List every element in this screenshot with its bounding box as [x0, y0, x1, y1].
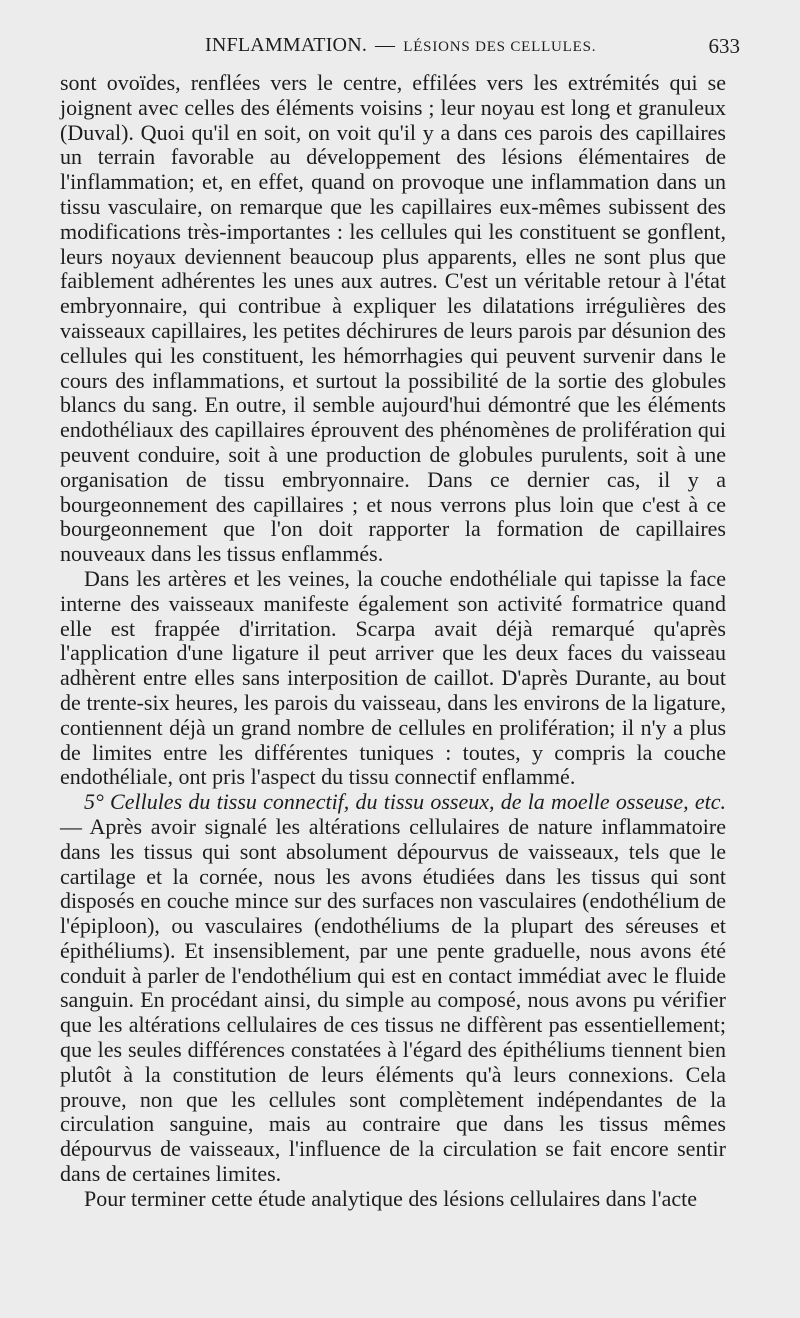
running-head-title: INFLAMMATION. — [205, 34, 368, 56]
paragraph-3 — [60, 790, 726, 1187]
page-number: 633 — [708, 34, 740, 58]
body-text — [60, 71, 726, 1212]
paragraph-4: Pour terminer cette étude analytique des lésions cellulaires dans l'acte — [84, 1185, 698, 1211]
running-head — [205, 34, 596, 57]
running-head-separator: — — [375, 34, 396, 56]
running-head-subtitle: LÉSIONS DES CELLULES. — [403, 39, 597, 55]
section-heading: 5° Cellules du tissu connectif, du tissu osseux, de la moelle osseuse, etc. — [84, 789, 726, 815]
paragraph-1: sont ovoïdes, renflées vers le centre, effilées vers les extrémités qui se joignent avec celles des éléments voisins ; leur noyau est long et granuleux (Duval). Quoi qu'il en soit, on voit qu'il y a dans ces parois des capillaires un terrain favorable au développement des lésions élémentaires de l'inflammation; et, en effet, quand on provoque une inflammation dans un tissu vasculaire, on remarque que les capillaires eux-mêmes subissent des modifications très-importantes : les cellules qui les constituent se gonflent, leurs noyaux deviennent beaucoup plus apparents, elles ne sont plus que faiblement adhérentes les unes aux autres. C'est un véritable retour à l'état embryonnaire, qui contribue à expliquer les dilatations irrégulières des vaisseaux capillaires, les petites déchirures de leurs parois par désunion des cellules qui les constituent, les hémorrhagies qui peuvent survenir dans le cours des inflammations, et surtout la possibilité de la sortie des globules blancs du sang. En outre, il semble aujourd'hui démontré que les éléments endothéliaux des capillaires éprouvent des phénomènes de prolifération qui peuvent conduire, soit à une production de globules purulents, soit à une organisation de tissu embryonnaire. Dans ce dernier cas, il y a bourgeonnement des capillaires ; et nous verrons plus loin que c'est à ce bourgeonnement que l'on doit rapporter la formation de capillaires nouveaux dans les tissus enflammés. — [60, 70, 726, 567]
section-text: — Après avoir signalé les altérations cellulaires de nature inflammatoire dans les tissus qui sont absolument dépourvus de vaisseaux, tels que le cartilage et la cornée, nous les avons étudiées dans les tissus qui sont disposés en couche mince sur des surfaces non vasculaires (endothélium de l'épiploon), ou vasculaires (endothéliums de la plupart des séreuses et épithéliums). Et insensiblement, par une pente graduelle, nous avons été conduit à parler de l'endothélium qui est en contact immédiat avec le fluide sanguin. En procédant ainsi, du simple au composé, nous avons pu vérifier que les altérations cellulaires de ces tissus ne diffèrent pas essentiellement; que les seules différences constatées à l'égard des épithéliums tiennent bien plutôt à la constitution de leurs éléments qu'à leurs connexions. Cela prouve, non que les cellules sont complètement indépendantes de la circulation sanguine, mais au contraire que dans les tissus mêmes dépourvus de vaisseaux, l'influence de la circulation se fait encore sentir dans de certaines limites. — [60, 813, 726, 1187]
paragraph-2: Dans les artères et les veines, la couche endothéliale qui tapisse la face interne des vaisseaux manifeste également son activité formatrice quand elle est frappée d'irritation. Scarpa avait déjà remarqué qu'après l'application d'une ligature il peut arriver que les deux faces du vaisseau adhèrent entre elles sans interposition de caillot. D'après Durante, au bout de trente-six heures, les parois du vaisseau, dans les environs de la ligature, contiennent déjà un grand nombre de cellules en prolifération; il n'y a plus de limites entre les différentes tuniques : toutes, y compris la couche endothéliale, ont pris l'aspect du tissu connectif enflammé. — [60, 565, 726, 790]
page-header — [60, 34, 740, 64]
